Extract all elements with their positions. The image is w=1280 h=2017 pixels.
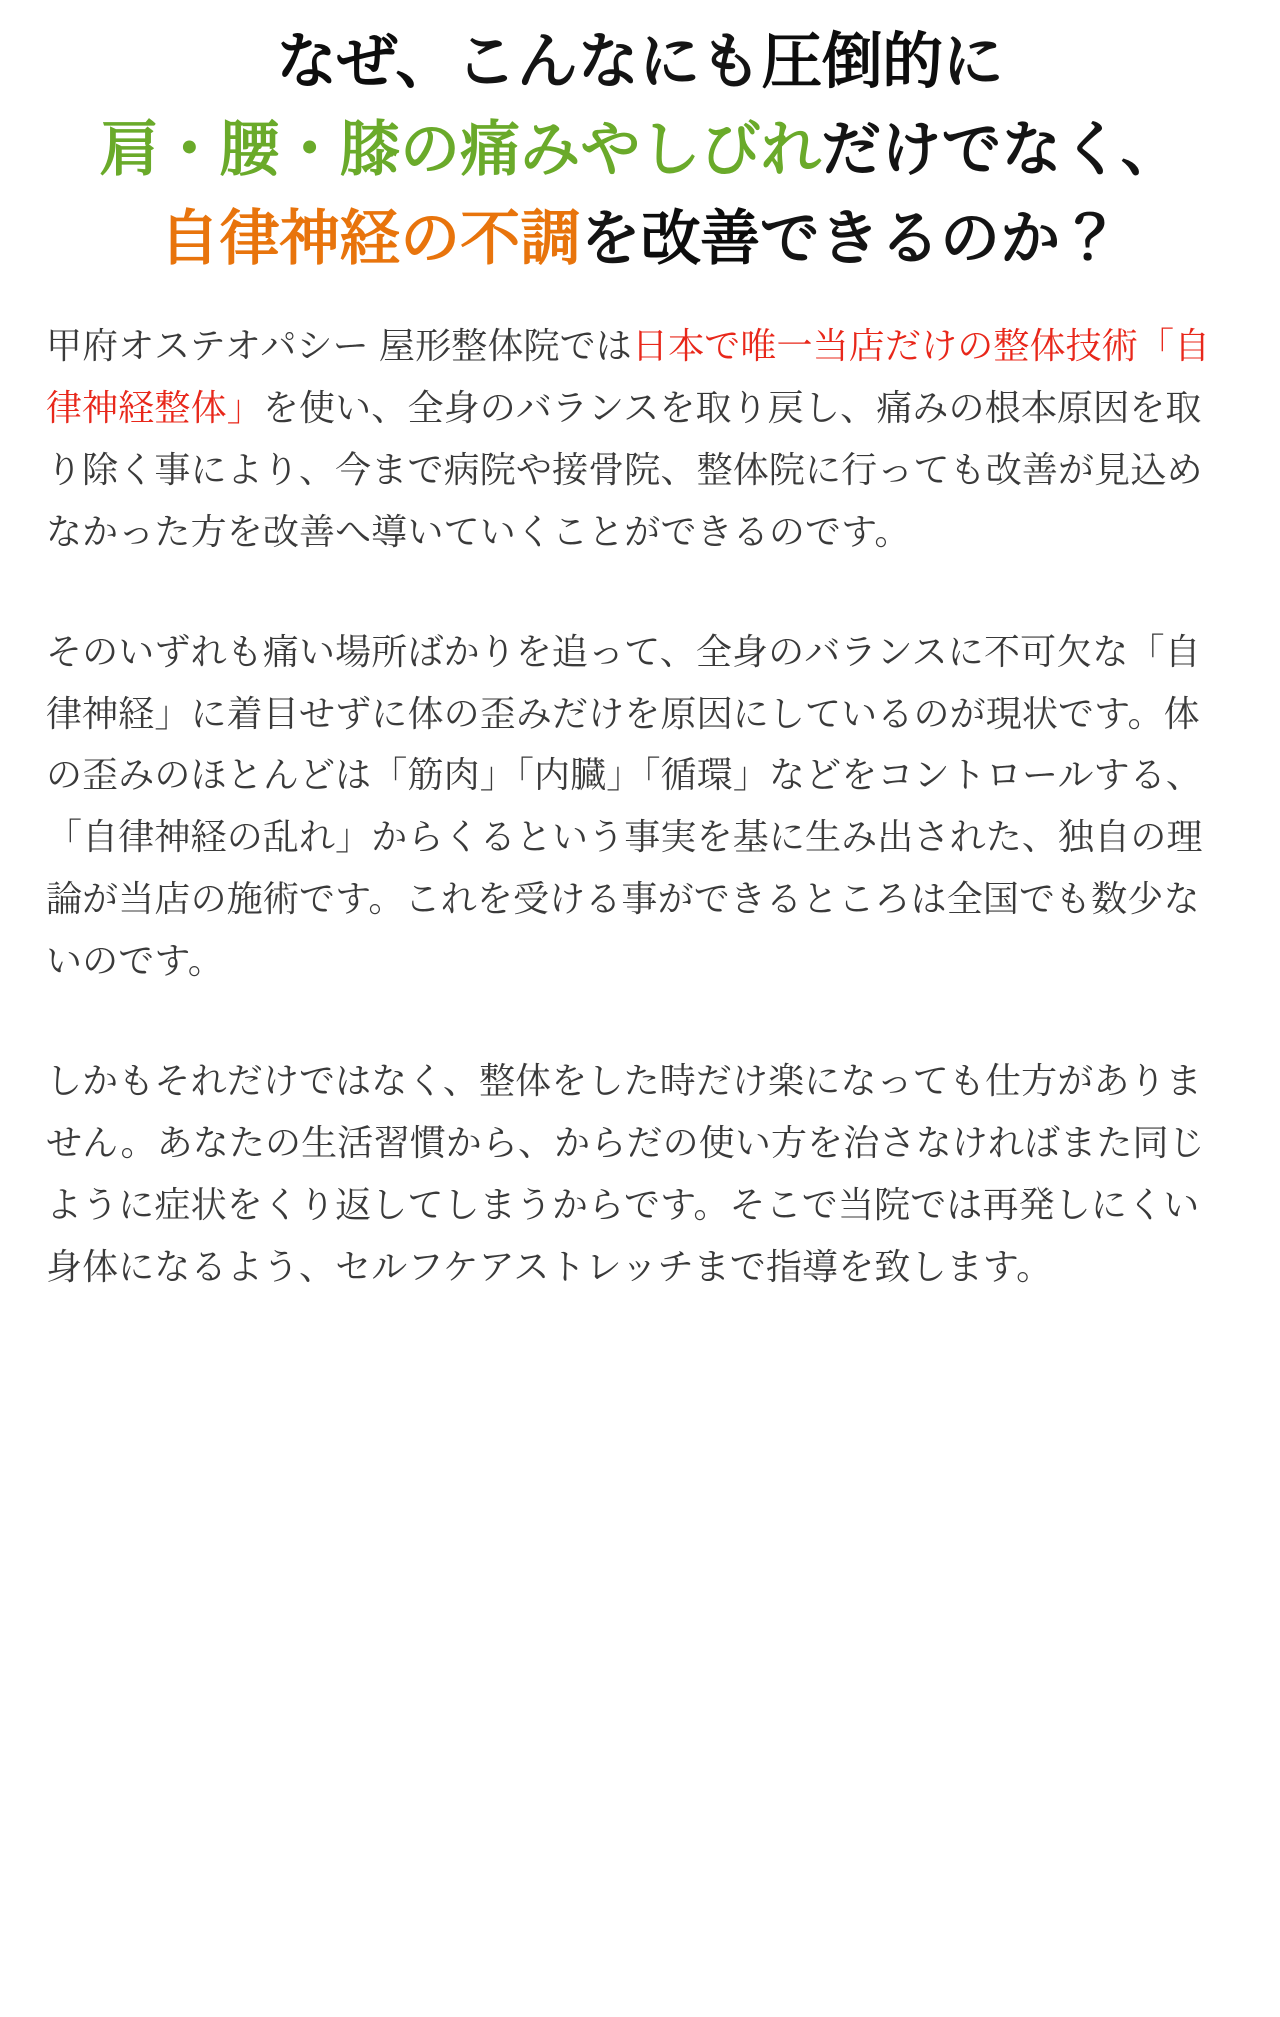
paragraph-3-run-0: しかもそれだけではなく、整体をした時だけ楽になっても仕方がありません。あなたの生活習慣から、からだの使い方を治さなければまた同じように症状をくり返してしまうからです。そこで当院では再発しにくい身体になるよう、セルフケアストレッチまで指導を致します。 — [46, 1060, 1205, 1287]
headline-line-3-run-4: 改善 — [640, 204, 760, 272]
headline-line-1-run-2: 圧倒的 — [761, 27, 943, 95]
headline-line-3-run-3: を — [580, 204, 641, 272]
paragraph-1-run-1: 日本で唯一当店だけの整体技術「自律神経整体」 — [46, 324, 1211, 428]
headline-line-3-run-1: の — [400, 204, 461, 272]
paragraph-2-run-0: そのいずれも痛い場所ばかりを追って、全身のバランスに不可欠な「自律神経」に着目せずに体の歪みだけを原因にしているのが現状です。体の歪みのほとんどは「筋肉」「内臓」「循環」などをコントロールする、「自律神経の乱れ」からくるという事実を基に生み出された、独自の理論が当店の施術です。これを受ける事ができるところは全国でも数少ないのです。 — [46, 630, 1203, 982]
headline-line-3-run-2: 不調 — [460, 204, 581, 272]
headline-line-3-run-5: できるのか？ — [759, 204, 1121, 272]
paragraph-1-run-2: を使い、全身のバランスを取り戻し、痛みの根本原因を取り除く事により、今まで病院や接骨院、整体院に行っても改善が見込めなかった方を改善へ導いていくことができるのです。 — [46, 386, 1203, 552]
paragraph-1-run-0: 甲府オステオパシー 屋形整体院では — [46, 324, 632, 366]
paragraph-1 — [46, 315, 1234, 563]
headline-line-2-run-1: だけでなく、 — [821, 115, 1181, 183]
headline-line-1 — [28, 18, 1252, 105]
paragraph-2 — [46, 621, 1234, 992]
paragraph-3 — [46, 1050, 1234, 1298]
headline-line-1-run-3: に — [942, 27, 1004, 95]
page-title — [28, 18, 1252, 281]
headline-line-3-run-0: 自律神経 — [159, 204, 401, 272]
headline-line-2 — [28, 107, 1252, 192]
headline-line-1-run-1: こんなにも — [455, 27, 762, 95]
headline-line-2-run-0: 肩・腰・膝の痛みやしびれ — [99, 115, 822, 183]
body-copy — [28, 315, 1252, 1298]
headline-line-1-run-0: なぜ、 — [276, 27, 456, 95]
headline-line-3 — [28, 196, 1252, 281]
